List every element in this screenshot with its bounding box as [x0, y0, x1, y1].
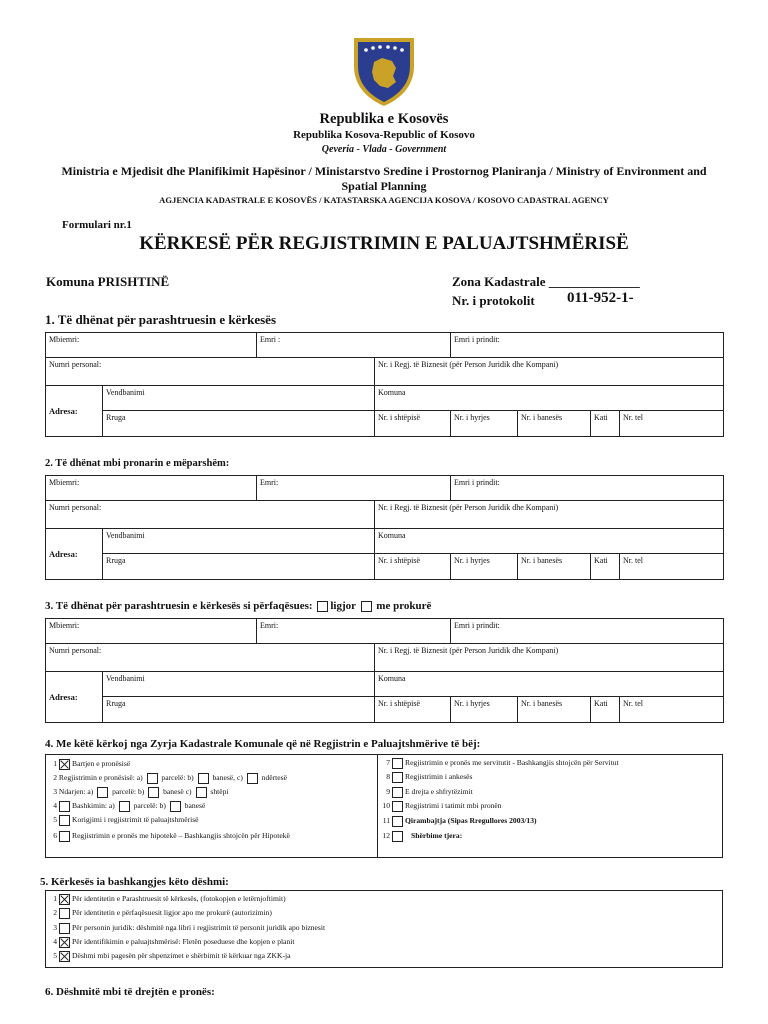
municipality-field[interactable]: Komuna — [375, 386, 724, 411]
request-6-label: Regjistrimin e pronës me hipotekë – Bashkangjis shtojcën për Hipotekë — [72, 831, 290, 840]
floor-field[interactable]: Kati — [591, 697, 620, 723]
house-number-field[interactable]: Nr. i shtëpisë — [375, 554, 451, 580]
surname-field[interactable]: Mbiemri: — [46, 476, 257, 501]
protocol-value: 011-952-1- — [567, 290, 634, 306]
request-4a-checkbox[interactable] — [119, 801, 130, 812]
section-3-heading — [45, 600, 431, 612]
request-row-1: 1 Bartjen e pronësisë — [53, 759, 131, 768]
personal-number-field[interactable]: Numri personal: — [46, 358, 375, 386]
address-label: Adresa: — [46, 529, 103, 580]
street-field[interactable]: Rruga — [103, 411, 375, 437]
attachment-3-label: Për personin juridik: dëshmitë nga libri i regjistrimit të personit juridik apo biznesit — [72, 923, 326, 932]
request-8-label: Regjistrimin i ankesës — [405, 772, 473, 781]
phone-field[interactable]: Nr. tel — [620, 411, 724, 437]
parent-name-field[interactable]: Emri i prindit: — [451, 333, 724, 358]
request-row-11: 11 Qirambajtja (Sipas Rregullores 2003/13) — [382, 816, 537, 825]
request-4-checkbox[interactable] — [59, 801, 70, 812]
street-field[interactable]: Rruga — [103, 554, 375, 580]
proxy-checkbox[interactable] — [361, 601, 372, 612]
request-1-label: Bartjen e pronësisë — [72, 759, 131, 768]
section-6-heading: 6. Dëshmitë mbi të drejtën e pronës: — [45, 986, 215, 998]
request-6-checkbox[interactable] — [59, 831, 70, 842]
legal-representative-checkbox[interactable] — [317, 601, 328, 612]
personal-number-field[interactable]: Numri personal: — [46, 501, 375, 529]
address-label: Adresa: — [46, 386, 103, 437]
request-row-2: 2 Regjistrimin e pronësisë: a) parcelë: b) banesë, c) ndërtesë — [53, 773, 287, 782]
attachment-1-label: Për identitetin e Parashtruesit të kërkesës, (fotokopjen e letërnjoftimit) — [72, 894, 286, 903]
request-2c-checkbox[interactable] — [247, 773, 258, 784]
attachment-row-3: 3 Për personin juridik: dëshmitë nga libri i regjistrimit të personit juridik apo biznesit — [53, 923, 326, 932]
request-4-label: Bashkimin: a) parcelë: b) banesë — [72, 801, 206, 810]
previous-owner-table — [45, 475, 724, 580]
name-field[interactable]: Emri: — [257, 619, 451, 644]
attachment-2-label: Për identitetin e përfaqësuesit ligjor apo me prokurë (autorizimin) — [72, 908, 272, 917]
attachment-4-checkbox[interactable] — [59, 937, 70, 948]
legal-option-label: ligjor — [330, 600, 356, 612]
request-5-checkbox[interactable] — [59, 815, 70, 826]
residence-field[interactable]: Vendbanimi — [103, 386, 375, 411]
attachment-3-checkbox[interactable] — [59, 923, 70, 934]
apartment-number-field[interactable]: Nr. i banesës — [518, 554, 591, 580]
request-1-checkbox[interactable] — [59, 759, 70, 770]
parent-name-field[interactable]: Emri i prindit: — [451, 619, 724, 644]
cadastral-zone: Zona Kadastrale ______________ — [452, 274, 640, 289]
request-row-12: 12 Shërbime tjera: — [382, 831, 463, 840]
form-number: Formulari nr.1 — [62, 219, 132, 231]
request-row-3: 3 Ndarjen: a) parcelë: b) banesë c) shtëpi — [53, 787, 229, 796]
apartment-number-field[interactable]: Nr. i banesës — [518, 697, 591, 723]
request-7-label: Regjistrimin e pronës me servitutit - Bashkangjis shtojcën për Servitut — [405, 758, 619, 767]
section-2-heading: 2. Të dhënat mbi pronarin e mëparshëm: — [45, 458, 230, 469]
personal-number-field[interactable]: Numri personal: — [46, 644, 375, 672]
request-5-label: Korigjimi i regjistrimit të paluajtshmërisë — [72, 815, 199, 824]
request-3a-checkbox[interactable] — [97, 787, 108, 798]
municipality: Komuna PRISHTINË — [46, 274, 170, 289]
request-12-checkbox[interactable] — [392, 831, 403, 842]
request-2a-checkbox[interactable] — [147, 773, 158, 784]
attachment-5-label: Dëshmi mbi pagesën për shpenzimet e shërbimit të kërkuar nga ZKK-ja — [72, 951, 291, 960]
attachment-4-label: Për identifikimin e paluajtshmërisë: Fletën poseduese dhe kopjen e planit — [72, 937, 295, 946]
request-2b-checkbox[interactable] — [198, 773, 209, 784]
request-row-8: 8 Regjistrimin i ankesës — [386, 772, 473, 781]
protocol-label: Nr. i protokolit — [452, 293, 535, 308]
entrance-number-field[interactable]: Nr. i hyrjes — [451, 697, 518, 723]
phone-field[interactable]: Nr. tel — [620, 554, 724, 580]
section-1-heading: 1. Të dhënat për parashtruesin e kërkesës — [45, 312, 276, 327]
request-10-checkbox[interactable] — [392, 801, 403, 812]
representative-table — [45, 618, 724, 723]
municipality-field[interactable]: Komuna — [375, 672, 724, 697]
request-7-checkbox[interactable] — [392, 758, 403, 769]
request-row-6: 6 Regjistrimin e pronës me hipotekë – Bashkangjis shtojcën për Hipotekë — [53, 831, 290, 840]
request-3c-checkbox[interactable] — [196, 787, 207, 798]
business-number-field[interactable]: Nr. i Regj. të Biznesit (për Person Juridik dhe Kompani) — [375, 644, 724, 672]
applicant-table — [45, 332, 724, 437]
entrance-number-field[interactable]: Nr. i hyrjes — [451, 411, 518, 437]
request-4b-checkbox[interactable] — [170, 801, 181, 812]
entrance-number-field[interactable]: Nr. i hyrjes — [451, 554, 518, 580]
request-3-label: Ndarjen: a) parcelë: b) banesë c) shtëpi — [58, 787, 229, 796]
floor-field[interactable]: Kati — [591, 554, 620, 580]
request-10-label: Regjistrimi i tatimit mbi pronën — [405, 801, 502, 810]
apartment-number-field[interactable]: Nr. i banesës — [518, 411, 591, 437]
attachment-5-checkbox[interactable] — [59, 951, 70, 962]
residence-field[interactable]: Vendbanimi — [103, 672, 375, 697]
section-4-heading: 4. Me këtë kërkoj nga Zyrja Kadastrale Komunale që në Regjistrin e Paluajtshmërive të bëj: — [45, 738, 481, 750]
surname-field[interactable]: Mbiemri: — [46, 333, 257, 358]
house-number-field[interactable]: Nr. i shtëpisë — [375, 411, 451, 437]
request-12-label: Shërbime tjera: — [411, 831, 463, 840]
name-field[interactable]: Emri: — [257, 476, 451, 501]
business-number-field[interactable]: Nr. i Regj. të Biznesit (për Person Juridik dhe Kompani) — [375, 501, 724, 529]
section-5-heading: 5. Kërkesës ia bashkangjes këto dëshmi: — [40, 876, 229, 888]
country-name-alt: Republika Kosova-Republic of Kosovo — [293, 129, 475, 141]
form-title: KËRKESË PËR REGJISTRIMIN E PALUAJTSHMËRISË — [139, 233, 629, 254]
surname-field[interactable]: Mbiemri: — [46, 619, 257, 644]
attachment-row-4: 4 Për identifikimin e paluajtshmërisë: Fletën poseduese dhe kopjen e planit — [53, 937, 295, 946]
proxy-option-label: me prokurë — [376, 600, 432, 612]
phone-field[interactable]: Nr. tel — [620, 697, 724, 723]
request-row-9: 9 E drejta e shfrytëzimit — [386, 787, 473, 796]
floor-field[interactable]: Kati — [591, 411, 620, 437]
attachment-row-5: 5 Dëshmi mbi pagesën për shpenzimet e shërbimit të kërkuar nga ZKK-ja — [53, 951, 291, 960]
request-9-checkbox[interactable] — [392, 787, 403, 798]
business-number-field[interactable]: Nr. i Regj. të Biznesit (për Person Juridik dhe Kompani) — [375, 358, 724, 386]
ministry-line: Ministria e Mjedisit dhe Planifikimit Hapësinor / Ministarstvo Sredine i Prostornog Planiranja / Ministry of Environment and Spatial Planning — [61, 164, 707, 193]
attachment-1-checkbox[interactable] — [59, 894, 70, 905]
street-field[interactable]: Rruga — [103, 697, 375, 723]
house-number-field[interactable]: Nr. i shtëpisë — [375, 697, 451, 723]
request-2-label: Regjistrimin e pronësisë: a) parcelë: b) banesë, c) ndërtesë — [58, 773, 287, 782]
section-3-title: 3. Të dhënat për parashtruesin e kërkesës si përfaqësues: — [45, 600, 313, 612]
attachment-row-1: 1 Për identitetin e Parashtruesit të kërkesës, (fotokopjen e letërnjoftimit) — [53, 894, 286, 903]
request-row-5: 5 Korigjimi i regjistrimit të paluajtshmërisë — [53, 815, 199, 824]
request-11-label: Qirambajtja (Sipas Rregullores 2003/13) — [405, 816, 537, 825]
address-label: Adresa: — [46, 672, 103, 723]
residence-field[interactable]: Vendbanimi — [103, 529, 375, 554]
request-8-checkbox[interactable] — [392, 772, 403, 783]
municipality-field[interactable]: Komuna — [375, 529, 724, 554]
request-row-10: 10 Regjistrimi i tatimit mbi pronën — [382, 801, 502, 810]
request-3b-checkbox[interactable] — [148, 787, 159, 798]
attachment-row-2: 2 Për identitetin e përfaqësuesit ligjor apo me prokurë (autorizimin) — [53, 908, 272, 917]
government-line: Qeveria - Vlada - Government — [321, 144, 447, 155]
request-9-label: E drejta e shfrytëzimit — [405, 787, 473, 796]
agency-line: AGJENCIA KADASTRALE E KOSOVËS / KATASTARSKA AGENCIJA KOSOVA / KOSOVO CADASTRAL AGENCY — [159, 195, 609, 205]
attachment-2-checkbox[interactable] — [59, 908, 70, 919]
name-field[interactable]: Emri : — [257, 333, 451, 358]
country-name: Republika e Kosovës — [319, 111, 449, 127]
coat-of-arms-emblem — [352, 36, 416, 108]
request-11-checkbox[interactable] — [392, 816, 403, 827]
parent-name-field[interactable]: Emri i prindit: — [451, 476, 724, 501]
request-row-7: 7 Regjistrimin e pronës me servitutit - Bashkangjis shtojcën për Servitut — [386, 758, 619, 767]
request-row-4: 4 Bashkimin: a) parcelë: b) banesë — [53, 801, 206, 810]
